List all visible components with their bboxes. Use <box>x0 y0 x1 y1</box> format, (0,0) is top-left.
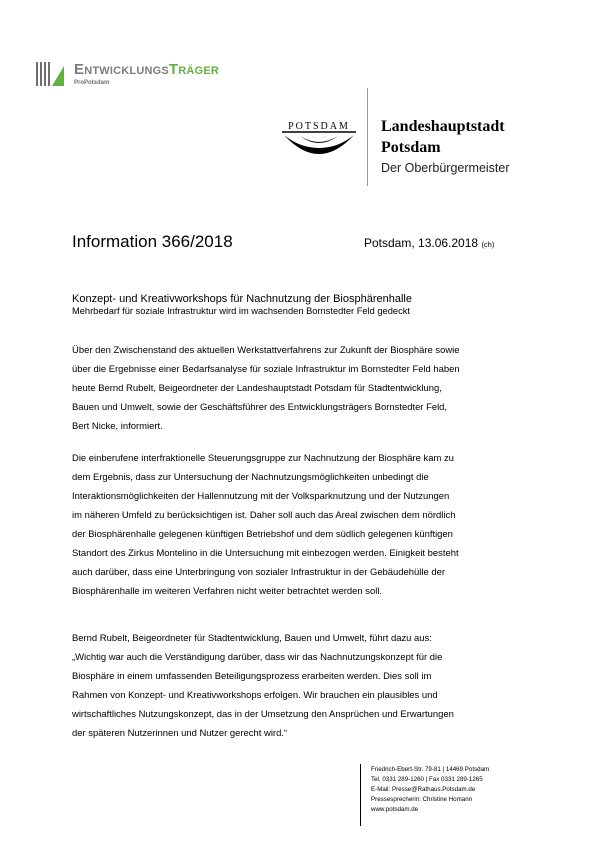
paragraph-line: auch darüber, dass eine Unterbringung von sozialer Infrastruktur in der Gebäudehülle der <box>72 567 446 578</box>
paragraph-line: Rahmen von Konzept- und Kreativworkshops erfolgen. Wir brauchen ein plausibles und <box>72 690 438 701</box>
potsdam-emblem-text: POTSDAM <box>288 121 350 132</box>
logo-subtitle: ProPotsdam <box>74 80 110 86</box>
paragraph-line: heute Bernd Rubelt, Beigeordneter der Landeshauptstadt Potsdam für Stadtentwicklung, <box>72 383 442 394</box>
paragraph-line: der späteren Nutzerinnen und Nutzer gerecht wird.“ <box>72 728 288 739</box>
date-text: Potsdam, 13.06.2018 <box>364 236 479 250</box>
paragraph-line: dem Ergebnis, dass zur Untersuchung der Nachnutzungsmöglichkeiten unbedingt die <box>72 472 429 483</box>
paragraph-line: im näheren Umfeld zu berücksichtigen ist. Daher soll auch das Areal zwischen dem nördlich <box>72 510 456 521</box>
footer-phone: Tel. 0331 289-1260 | Fax 0331 289-1265 <box>371 776 483 783</box>
paragraph-line: Biosphärenhalle im weiteren Verfahren nicht weiter betrachtet werden soll. <box>72 586 383 597</box>
paragraph-3 <box>72 629 532 743</box>
city-name: Landeshauptstadt Potsdam <box>381 118 505 156</box>
date-line <box>364 236 494 250</box>
footer-contact <box>371 765 489 815</box>
footer-rule <box>360 764 361 826</box>
footer-address: Friedrich-Ebert-Str. 79-81 | 14469 Potsdam <box>371 766 490 773</box>
logo-name-part2: Träger <box>168 61 219 78</box>
paragraph-line: Bernd Rubelt, Beigeordneter für Stadtentwicklung, Bauen und Umwelt, führt dazu aus: <box>72 633 432 644</box>
barcode-bars-icon <box>36 62 64 86</box>
paragraph-line: Die einberufene interfraktionelle Steuerungsgruppe zur Nachnutzung der Biosphäre kam zu <box>72 453 454 464</box>
paragraph-2 <box>72 449 532 601</box>
footer-website-link[interactable]: www.potsdam.de <box>371 806 419 813</box>
logo-name <box>74 61 219 78</box>
logo-name-part1: Entwicklungs <box>74 61 169 78</box>
paragraph-line: Bauen und Umwelt, sowie der Geschäftsführer des Entwicklungsträgers Bornstedter Feld, <box>72 402 448 413</box>
entwicklungstraeger-logo <box>36 60 256 92</box>
headline: Konzept- und Kreativworkshops für Nachnutzung der Biosphärenhalle <box>72 293 412 305</box>
paragraph-line: „Wichtig war auch die Verständigung darüber, dass wir das Nachnutzungskonzept für die <box>72 652 443 663</box>
author-initials: (ch) <box>481 240 495 249</box>
paragraph-line: Bert Nicke, informiert. <box>72 421 163 432</box>
paragraph-1 <box>72 341 532 436</box>
paragraph-line: Über den Zwischenstand des aktuellen Werkstattverfahrens zur Zukunft der Biosphäre sowie <box>72 345 460 356</box>
paragraph-line: wirtschaftliches Nutzungskonzept, das in der Umsetzung den Ansprüchen und Erwartungen <box>72 709 454 720</box>
paragraph-line: Interaktionsmöglichkeiten der Hallennutzung mit der Volksparknutzung und der Nutzungen <box>72 491 450 502</box>
subheadline: Mehrbedarf für soziale Infrastruktur wird im wachsenden Bornstedter Feld gedeckt <box>72 306 410 316</box>
information-number: Information 366/2018 <box>72 232 233 251</box>
logo-divider <box>367 88 368 186</box>
potsdam-emblem-icon <box>278 118 360 162</box>
paragraph-line: der Biosphärenhalle gelegenen künftigen Betriebshof und dem südlich gelegenen künftigen <box>72 529 453 540</box>
paragraph-line: Standort des Zirkus Montelino in die Untersuchung mit einbezogen werden. Einigkeit besteht <box>72 548 459 559</box>
paragraph-line: über die Ergebnisse einer Bedarfsanalyse für soziale Infrastruktur im Bornstedter Feld haben <box>72 364 460 375</box>
paragraph-line: Biosphäre in einem umfassenden Beteiligungsprozess erarbeiten werden. Dies soll im <box>72 671 432 682</box>
footer-spokesperson: Pressesprecherin: Christine Homann <box>371 796 473 803</box>
footer-email-link[interactable]: E-Mail: Presse@Rathaus.Potsdam.de <box>371 786 476 793</box>
office-name: Der Oberbürgermeister <box>381 161 510 175</box>
